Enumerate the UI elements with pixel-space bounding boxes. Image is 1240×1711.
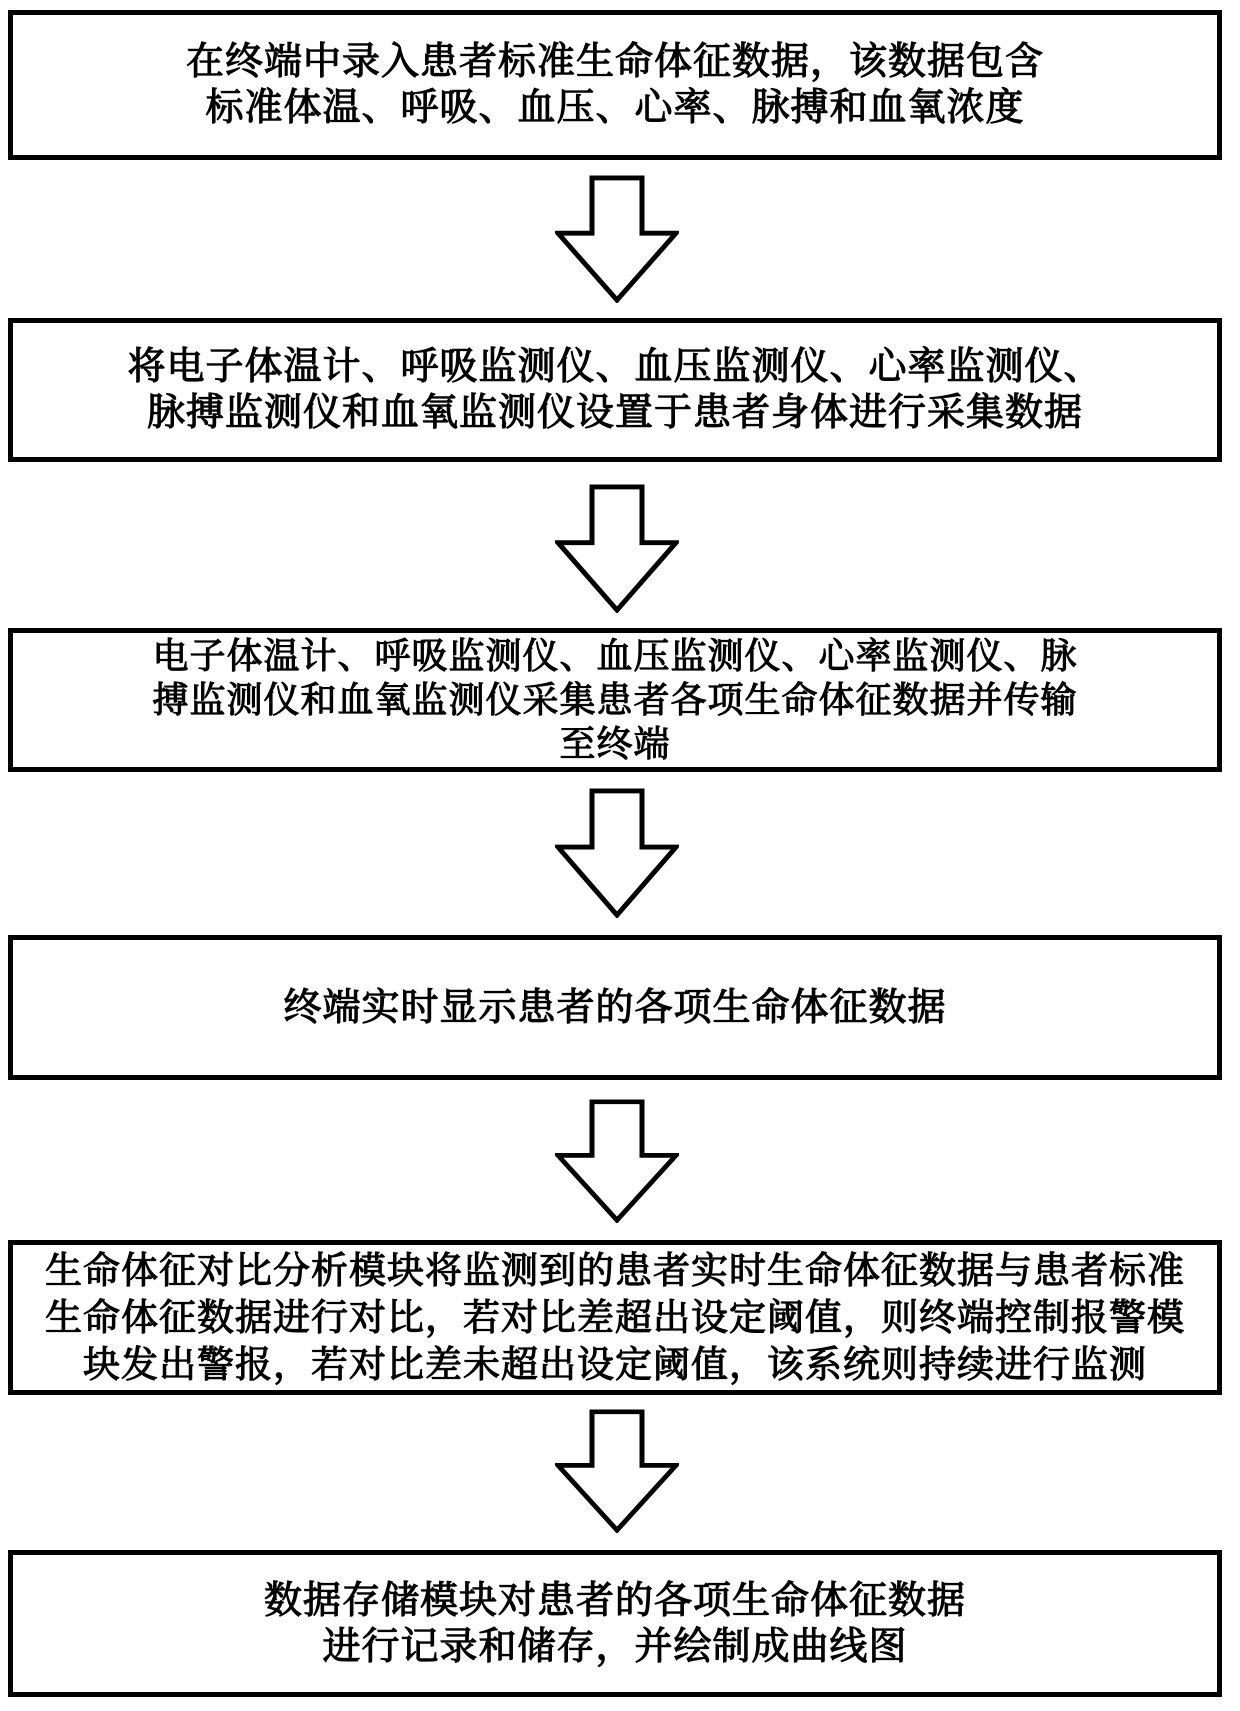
- down-arrow-icon: [555, 1099, 679, 1223]
- flow-step-6: [8, 1550, 1222, 1697]
- flow-step-5: [8, 1240, 1222, 1395]
- flow-step-text-line: 电子体温计、呼吸监测仪、血压监测仪、心率监测仪、脉: [152, 635, 1078, 676]
- flow-step-text-line: 生命体征数据进行对比，若对比差超出设定阈值，则终端控制报警模: [45, 1297, 1185, 1338]
- flow-step-text-line: 至终端: [559, 723, 671, 764]
- flow-step-text-line: 终端实时显示患者的各项生命体征数据: [283, 986, 947, 1029]
- down-arrow-icon: [555, 175, 679, 303]
- flow-step-2: [8, 318, 1222, 462]
- flow-step-3: [8, 628, 1222, 772]
- down-arrow-icon: [555, 484, 679, 613]
- flow-step-4: [8, 935, 1222, 1080]
- flow-step-text-line: 将电子体温计、呼吸监测仪、血压监测仪、心率监测仪、: [127, 346, 1103, 388]
- flow-step-text-line: 数据存储模块对患者的各项生命体征数据: [263, 1579, 966, 1622]
- flow-step-text-line: 搏监测仪和血氧监测仪采集患者各项生命体征数据并传输: [152, 679, 1078, 720]
- down-arrow-icon: [555, 788, 679, 918]
- flow-step-1: [8, 10, 1222, 160]
- flow-step-text-line: 块发出警报，若对比差未超出设定阈值，该系统则持续进行监测: [83, 1344, 1147, 1385]
- flow-step-text-line: 标准体温、呼吸、血压、心率、脉搏和血氧浓度: [205, 87, 1025, 129]
- flow-step-text-line: 生命体征对比分析模块将监测到的患者实时生命体征数据与患者标准: [45, 1250, 1185, 1291]
- flow-step-text-line: 脉搏监测仪和血氧监测仪设置于患者身体进行采集数据: [146, 392, 1083, 434]
- flow-step-text-line: 进行记录和储存，并绘制成曲线图: [322, 1625, 908, 1668]
- flow-step-text-line: 在终端中录入患者标准生命体征数据，该数据包含: [185, 41, 1044, 83]
- down-arrow-icon: [555, 1409, 679, 1533]
